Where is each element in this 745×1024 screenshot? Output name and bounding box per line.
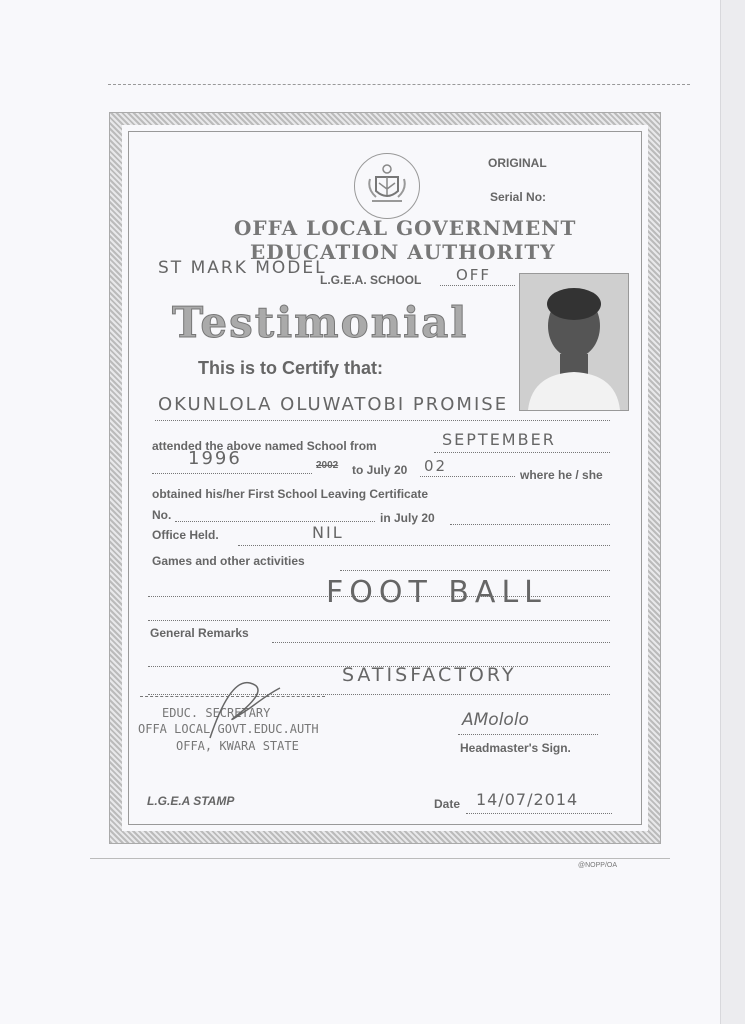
stamp-line3: OFFA, KWARA STATE [176, 739, 299, 753]
coat-of-arms-icon [354, 153, 420, 219]
serial-label: Serial No: [490, 190, 547, 204]
from-year: 1996 [188, 448, 242, 469]
struck-year: 2002 [316, 460, 339, 471]
authority-title-line2: EDUCATION AUTHORITY [250, 240, 556, 264]
bottom-fold-line [90, 858, 670, 859]
to-label: to July 20 [352, 463, 408, 477]
headmaster-sign-label: Headmaster's Sign. [460, 741, 571, 755]
number-label: No. [152, 508, 172, 522]
lgea-stamp-label: L.G.E.A STAMP [147, 794, 235, 808]
remarks-label: General Remarks [150, 626, 249, 640]
date-label: Date [434, 797, 461, 811]
date-value: 14/07/2014 [476, 790, 579, 809]
authority-title-line1: OFFA LOCAL GOVERNMENT [234, 216, 577, 240]
school-place-handwritten: OFF [456, 266, 492, 284]
from-month: SEPTEMBER [442, 430, 556, 449]
headmaster-signature: AMololo [462, 710, 529, 730]
school-name-handwritten: ST MARK MODEL [158, 258, 327, 278]
page-edge [720, 0, 745, 1024]
obtained-label: obtained his/her First School Leaving Certificate [152, 487, 429, 501]
where-label: where he / she [520, 468, 603, 482]
stamp-line2: OFFA LOCAL GOVT.EDUC.AUTH [138, 722, 319, 736]
secretary-signature-icon [200, 668, 290, 748]
original-label: ORIGINAL [488, 156, 547, 170]
top-fold-line [108, 84, 690, 85]
games-label: Games and other activities [152, 554, 305, 568]
office-held-label: Office Held. [152, 528, 219, 542]
copyright-mark: @NOPP/OA [578, 862, 618, 869]
stamp-line1: EDUC. SECRETARY [162, 706, 271, 720]
testimonial-heading: Testimonial [172, 298, 469, 347]
student-name: OKUNLOLA OLUWATOBI PROMISE [158, 394, 509, 415]
certify-text: This is to Certify that: [198, 358, 384, 378]
remarks-value: SATISFACTORY [342, 664, 517, 686]
to-year: 02 [424, 457, 448, 475]
games-value: FOOT BALL [326, 575, 547, 610]
office-held-value: NIL [312, 523, 344, 542]
attended-label: attended the above named School from [152, 439, 377, 453]
school-printed-suffix: L.G.E.A. SCHOOL [320, 273, 422, 287]
student-photo [519, 273, 629, 411]
in-july-label: in July 20 [380, 511, 435, 525]
